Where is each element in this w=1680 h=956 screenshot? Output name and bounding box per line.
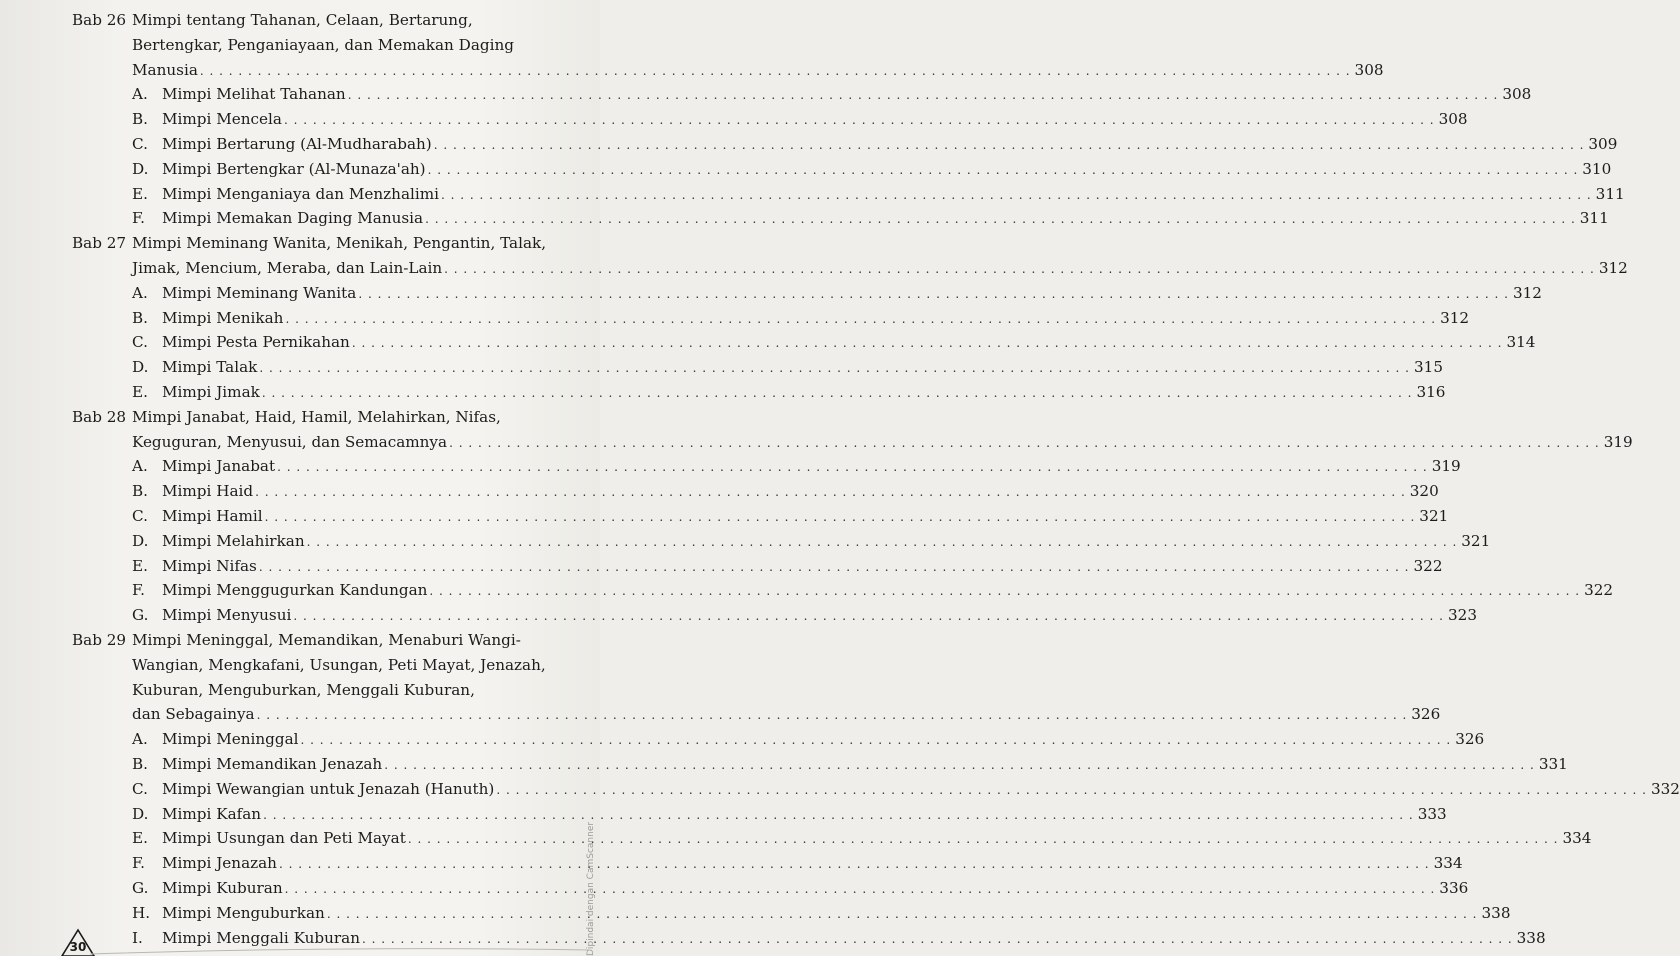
dot-leader: . . . . . . . . . . . . . . . . . . . . . . . . . . . . . . . . . . . . . . . . . . . . . . . . . . . . . . . . . . . . . . . . . . . . . . . . . . . . . . . . . . . . . . . . . . . . . . . . . . . . . . . . . . . . . . . . . . . . . . . . — [496, 782, 1647, 797]
dot-leader: . . . . . . . . . . . . . . . . . . . . . . . . . . . . . . . . . . . . . . . . . . . . . . . . . . . . . . . . . . . . . . . . . . . . . . . . . . . . . . . . . . . . . . . . . . . . . . . . . . . . . . . . . . . . . . . . . . . . . . . . — [264, 510, 1416, 524]
toc-entry — [132, 752, 1568, 776]
entry-title: Mimpi Hamil — [162, 507, 263, 525]
entry-page-number: 332 — [1650, 779, 1680, 798]
entry-title: Mimpi Bertarung (Al-Mudharabah) — [162, 135, 432, 153]
entry-title: Mimpi Meninggal — [162, 730, 299, 749]
entry-page-number: 308 — [1502, 85, 1532, 104]
dot-leader: . . . . . . . . . . . . . . . . . . . . . . . . . . . . . . . . . . . . . . . . . . . . . . . . . . . . . . . . . . . . . . . . . . . . . . . . . . . . . . . . . . . . . . . . . . . . . . . . . . . . . . . . . . . . . . . . . . . . . . . . — [444, 262, 1595, 276]
entry-page-number: 334 — [1433, 854, 1463, 873]
dot-leader: . . . . . . . . . . . . . . . . . . . . . . . . . . . . . . . . . . . . . . . . . . . . . . . . . . . . . . . . . . . . . . . . . . . . . . . . . . . . . . . . . . . . . . . . . . . . . . . . . . . . . . . . . . . . . . . . . . . . . . . . — [384, 758, 1535, 772]
dot-leader: . . . . . . . . . . . . . . . . . . . . . . . . . . . . . . . . . . . . . . . . . . . . . . . . . . . . . . . . . . . . . . . . . . . . . . . . . . . . . . . . . . . . . . . . . . . . . . . . . . . . . . . . . . . . . . . . . . . . . . . . — [263, 807, 1414, 822]
dot-leader: . . . . . . . . . . . . . . . . . . . . . . . . . . . . . . . . . . . . . . . . . . . . . . . . . . . . . . . . . . . . . . . . . . . . . . . . . . . . . . . . . . . . . . . . . . . . . . . . . . . . . . . . . . . . . . . . . . . . . . . . — [407, 832, 1559, 847]
entry-letter: F. — [132, 209, 145, 228]
entry-page-number: 312 — [1440, 308, 1470, 327]
chapter-title-line: Bertengkar, Penganiayaan, dan Memakan Daging — [132, 35, 514, 54]
dot-leader: . . . . . . . . . . . . . . . . . . . . . . . . . . . . . . . . . . . . . . . . . . . . . . . . . . . . . . . . . . . . . . . . . . . . . . . . . . . . . . . . . . . . . . . . . . . . . . . . . . . . . . . . . . . . . . . . . . . . . . . . — [285, 311, 1437, 326]
toc-entry — [132, 876, 1469, 900]
entry-letter: C. — [132, 507, 148, 525]
entry-title: Mimpi Bertengkar (Al-Munaza'ah) — [162, 159, 426, 178]
dot-leader: . . . . . . . . . . . . . . . . . . . . . . . . . . . . . . . . . . . . . . . . . . . . . . . . . . . . . . . . . . . . . . . . . . . . . . . . . . . . . . . . . . . . . . . . . . . . . . . . . . . . . . . . . . . . . . . . . . . . . . . . — [425, 212, 1576, 227]
entry-title: Manusia — [132, 60, 198, 79]
entry-letter: C. — [132, 135, 148, 153]
entry-page-number: 338 — [1481, 903, 1511, 922]
chapter-title-line: Wangian, Mengkafani, Usungan, Peti Mayat, Jenazah, — [132, 655, 546, 674]
toc-entry — [132, 206, 1609, 230]
entry-title: Mimpi Nifas — [162, 556, 257, 575]
dot-leader: . . . . . . . . . . . . . . . . . . . . . . . . . . . . . . . . . . . . . . . . . . . . . . . . . . . . . . . . . . . . . . . . . . . . . . . . . . . . . . . . . . . . . . . . . . . . . . . . . . . . . . . . . . . . . . . . . . . . . . . . — [255, 485, 1406, 500]
chapter-title-final-line — [132, 256, 1628, 280]
entry-title: Keguguran, Menyusui, dan Semacamnya — [132, 432, 448, 451]
entry-page-number: 338 — [1516, 928, 1546, 947]
dot-leader: . . . . . . . . . . . . . . . . . . . . . . . . . . . . . . . . . . . . . . . . . . . . . . . . . . . . . . . . . . . . . . . . . . . . . . . . . . . . . . . . . . . . . . . . . . . . . . . . . . . . . . . . . . . . . . . . . . . . . . . . — [427, 162, 1579, 177]
dot-leader: . . . . . . . . . . . . . . . . . . . . . . . . . . . . . . . . . . . . . . . . . . . . . . . . . . . . . . . . . . . . . . . . . . . . . . . . . . . . . . . . . . . . . . . . . . . . . . . . . . . . . . . . . . . . . . . . . . . . . . . . — [326, 906, 1478, 921]
chapter-label: Bab 28 — [72, 407, 127, 426]
entry-letter: C. — [132, 333, 148, 352]
dot-leader: . . . . . . . . . . . . . . . . . . . . . . . . . . . . . . . . . . . . . . . . . . . . . . . . . . . . . . . . . . . . . . . . . . . . . . . . . . . . . . . . . . . . . . . . . . . . . . . . . . . . . . . . . . . . . . . . . . . . . . . . — [358, 286, 1509, 301]
entry-title: Mimpi Melihat Tahanan — [162, 85, 346, 104]
entry-page-number: 322 — [1584, 581, 1614, 600]
entry-title: Mimpi Memandikan Jenazah — [162, 755, 383, 773]
entry-letter: B. — [132, 110, 148, 129]
entry-page-number: 316 — [1416, 383, 1446, 401]
entry-page-number: 321 — [1419, 507, 1449, 525]
entry-title: Mimpi Wewangian untuk Jenazah (Hanuth) — [162, 779, 495, 798]
entry-letter: D. — [132, 804, 149, 823]
entry-page-number: 308 — [1354, 60, 1384, 79]
entry-title: Mimpi Menguburkan — [162, 903, 325, 922]
toc-entry — [132, 454, 1461, 478]
entry-page-number: 315 — [1414, 358, 1443, 377]
entry-title: Mimpi Jenazah — [162, 854, 277, 873]
scanner-watermark: Dipindai dengan CamScanner — [586, 821, 596, 956]
toc-entry — [132, 479, 1439, 503]
entry-title: Mimpi Menyusui — [162, 606, 292, 625]
entry-letter: I. — [132, 928, 143, 947]
entry-title: Mimpi Kafan — [162, 804, 262, 823]
entry-title: Mimpi Jimak — [162, 383, 260, 401]
entry-letter: E. — [132, 383, 148, 401]
entry-title: Mimpi Menikah — [162, 308, 284, 327]
toc-entry — [132, 578, 1614, 602]
toc-entry — [132, 157, 1612, 181]
toc-entry — [132, 281, 1542, 305]
entry-letter: F. — [132, 581, 145, 600]
toc-entry — [132, 330, 1536, 354]
page-number: 30 — [69, 940, 87, 954]
entry-page-number: 311 — [1595, 184, 1625, 203]
toc-entry — [132, 826, 1592, 850]
entry-title: Mimpi Melahirkan — [162, 531, 305, 550]
entry-letter: B. — [132, 755, 148, 773]
chapter-label: Bab 27 — [72, 234, 127, 253]
dot-leader: . . . . . . . . . . . . . . . . . . . . . . . . . . . . . . . . . . . . . . . . . . . . . . . . . . . . . . . . . . . . . . . . . . . . . . . . . . . . . . . . . . . . . . . . . . . . . . . . . . . . . . . . . . . . . . . . . . . . . . . . — [258, 559, 1410, 574]
dot-leader: . . . . . . . . . . . . . . . . . . . . . . . . . . . . . . . . . . . . . . . . . . . . . . . . . . . . . . . . . . . . . . . . . . . . . . . . . . . . . . . . . . . . . . . . . . . . . . . . . . . . . . . . . . . . . . . . . . . . . . . . — [429, 584, 1581, 599]
entry-letter: A. — [132, 457, 148, 476]
dot-leader: . . . . . . . . . . . . . . . . . . . . . . . . . . . . . . . . . . . . . . . . . . . . . . . . . . . . . . . . . . . . . . . . . . . . . . . . . . . . . . . . . . . . . . . . . . . . . . . . . . . . . . . . . . . . . . . . . . . . . . . . — [259, 361, 1410, 376]
entry-page-number: 319 — [1603, 432, 1633, 451]
entry-letter: H. — [132, 903, 151, 922]
entry-letter: A. — [132, 730, 148, 749]
toc-entry — [132, 306, 1470, 330]
entry-page-number: 334 — [1562, 829, 1592, 848]
entry-page-number: 333 — [1417, 804, 1447, 823]
chapter-title-line: Kuburan, Menguburkan, Menggali Kuburan, — [132, 680, 475, 699]
entry-page-number: 326 — [1411, 705, 1441, 724]
entry-page-number: 336 — [1439, 879, 1469, 897]
chapter-title-line: Mimpi tentang Tahanan, Celaan, Bertarung, — [132, 11, 473, 29]
entry-letter: B. — [132, 482, 148, 501]
toc-entry — [132, 777, 1680, 801]
entry-page-number: 308 — [1438, 110, 1468, 129]
entry-title: Mimpi Menggugurkan Kandungan — [162, 581, 428, 600]
entry-letter: A. — [132, 283, 148, 302]
entry-letter: E. — [132, 829, 148, 848]
toc-entry — [132, 82, 1532, 106]
entry-letter: D. — [132, 159, 149, 178]
entry-letter: G. — [132, 879, 149, 897]
entry-letter: A. — [132, 85, 148, 104]
entry-page-number: 314 — [1506, 333, 1536, 352]
dot-leader: . . . . . . . . . . . . . . . . . . . . . . . . . . . . . . . . . . . . . . . . . . . . . . . . . . . . . . . . . . . . . . . . . . . . . . . . . . . . . . . . . . . . . . . . . . . . . . . . . . . . . . . . . . . . . . . . . . . . . . . . — [361, 931, 1513, 946]
entry-letter: G. — [132, 606, 149, 625]
entry-title: Mimpi Janabat — [162, 457, 276, 476]
dot-leader: . . . . . . . . . . . . . . . . . . . . . . . . . . . . . . . . . . . . . . . . . . . . . . . . . . . . . . . . . . . . . . . . . . . . . . . . . . . . . . . . . . . . . . . . . . . . . . . . . . . . . . . . . . . . . . . . . . . . . . . . — [306, 534, 1458, 549]
dot-leader: . . . . . . . . . . . . . . . . . . . . . . . . . . . . . . . . . . . . . . . . . . . . . . . . . . . . . . . . . . . . . . . . . . . . . . . . . . . . . . . . . . . . . . . . . . . . . . . . . . . . . . . . . . . . . . . . . . . . . . . . — [449, 435, 1600, 450]
toc-entry — [132, 380, 1446, 404]
chapter-title-final-line — [132, 58, 1384, 82]
entry-page-number: 326 — [1455, 730, 1485, 749]
entry-page-number: 309 — [1588, 135, 1618, 153]
entry-page-number: 310 — [1582, 159, 1612, 178]
entry-letter: B. — [132, 308, 148, 327]
entry-page-number: 321 — [1461, 531, 1491, 550]
entry-letter: E. — [132, 184, 148, 203]
chapter-title-final-line — [132, 430, 1633, 454]
dot-leader: . . . . . . . . . . . . . . . . . . . . . . . . . . . . . . . . . . . . . . . . . . . . . . . . . . . . . . . . . . . . . . . . . . . . . . . . . . . . . . . . . . . . . . . . . . . . . . . . . . . . . . . . . . . . . . . . . . . . . . . . — [433, 138, 1585, 152]
dot-leader: . . . . . . . . . . . . . . . . . . . . . . . . . . . . . . . . . . . . . . . . . . . . . . . . . . . . . . . . . . . . . . . . . . . . . . . . . . . . . . . . . . . . . . . . . . . . . . . . . . . . . . . . . . . . . . . . . . . . . . . . — [293, 609, 1444, 624]
entry-title: Mimpi Pesta Pernikahan — [162, 333, 350, 352]
entry-page-number: 323 — [1448, 606, 1477, 625]
entry-page-number: 320 — [1409, 482, 1439, 501]
chapter-title-line: Mimpi Meminang Wanita, Menikah, Pengantin, Talak, — [132, 234, 547, 253]
chapter-label: Bab 29 — [72, 631, 127, 649]
toc-entry — [132, 182, 1625, 206]
dot-leader: . . . . . . . . . . . . . . . . . . . . . . . . . . . . . . . . . . . . . . . . . . . . . . . . . . . . . . . . . . . . . . . . . . . . . . . . . . . . . . . . . . . . . . . . . . . . . . . . . . . . . . . . . . . . . . . . . . . . . . . . — [441, 187, 1592, 202]
dot-leader: . . . . . . . . . . . . . . . . . . . . . . . . . . . . . . . . . . . . . . . . . . . . . . . . . . . . . . . . . . . . . . . . . . . . . . . . . . . . . . . . . . . . . . . . . . . . . . . . . . . . . . . . . . . . . . . . . . . . . . . . — [277, 460, 1428, 475]
entry-title: Mimpi Kuburan — [162, 879, 283, 897]
entry-page-number: 311 — [1579, 209, 1609, 228]
toc-entry — [132, 901, 1511, 925]
entry-page-number: 312 — [1512, 283, 1542, 302]
entry-letter: E. — [132, 556, 148, 575]
chapter-label: Bab 26 — [72, 11, 127, 29]
entry-title: Mimpi Menggali Kuburan — [162, 928, 360, 947]
chapter-title-final-line — [132, 702, 1441, 726]
entry-title: Jimak, Mencium, Meraba, dan Lain-Lain — [132, 259, 443, 277]
dot-leader: . . . . . . . . . . . . . . . . . . . . . . . . . . . . . . . . . . . . . . . . . . . . . . . . . . . . . . . . . . . . . . . . . . . . . . . . . . . . . . . . . . . . . . . . . . . . . . . . . . . . . . . . . . . . . . . . . . . . . . . . — [283, 113, 1435, 128]
toc-entry — [132, 107, 1468, 131]
toc-entry — [132, 355, 1443, 379]
dot-leader: . . . . . . . . . . . . . . . . . . . . . . . . . . . . . . . . . . . . . . . . . . . . . . . . . . . . . . . . . . . . . . . . . . . . . . . . . . . . . . . . . . . . . . . . . . . . . . . . . . . . . . . . . . . . . . . . . . . . . . . . — [284, 882, 1436, 896]
toc-entry — [132, 504, 1449, 528]
entry-letter: F. — [132, 854, 145, 873]
dot-leader: . . . . . . . . . . . . . . . . . . . . . . . . . . . . . . . . . . . . . . . . . . . . . . . . . . . . . . . . . . . . . . . . . . . . . . . . . . . . . . . . . . . . . . . . . . . . . . . . . . . . . . . . . . . . . . . . . . . . . . . . — [347, 88, 1499, 103]
entry-title: Mimpi Meminang Wanita — [162, 283, 357, 302]
dot-leader: . . . . . . . . . . . . . . . . . . . . . . . . . . . . . . . . . . . . . . . . . . . . . . . . . . . . . . . . . . . . . . . . . . . . . . . . . . . . . . . . . . . . . . . . . . . . . . . . . . . . . . . . . . . . . . . . . . . . . . . . — [351, 336, 1503, 351]
entry-title: Mimpi Mencela — [162, 110, 282, 129]
entry-page-number: 319 — [1431, 457, 1461, 476]
entry-page-number: 322 — [1413, 556, 1443, 575]
chapter-title-line: Mimpi Meninggal, Memandikan, Menaburi Wangi- — [132, 631, 521, 649]
toc-entry — [132, 603, 1477, 627]
entry-title: dan Sebagainya — [132, 705, 255, 724]
entry-letter: C. — [132, 779, 148, 798]
dot-leader: . . . . . . . . . . . . . . . . . . . . . . . . . . . . . . . . . . . . . . . . . . . . . . . . . . . . . . . . . . . . . . . . . . . . . . . . . . . . . . . . . . . . . . . . . . . . . . . . . . . . . . . . . . . . . . . . . . . . . . . . — [278, 857, 1430, 872]
toc-entry — [132, 802, 1447, 826]
entry-title: Mimpi Menganiaya dan Menzhalimi — [162, 184, 439, 203]
dot-leader: . . . . . . . . . . . . . . . . . . . . . . . . . . . . . . . . . . . . . . . . . . . . . . . . . . . . . . . . . . . . . . . . . . . . . . . . . . . . . . . . . . . . . . . . . . . . . . . . . . . . . . . . . . . . . . . . . . . . . . . . — [300, 733, 1452, 748]
entry-letter: D. — [132, 358, 149, 377]
dot-leader: . . . . . . . . . . . . . . . . . . . . . . . . . . . . . . . . . . . . . . . . . . . . . . . . . . . . . . . . . . . . . . . . . . . . . . . . . . . . . . . . . . . . . . . . . . . . . . . . . . . . . . . . . . . . . . . . . . . . . . . . — [261, 386, 1413, 400]
entry-title: Mimpi Talak — [162, 358, 258, 377]
entry-title: Mimpi Memakan Daging Manusia — [162, 209, 424, 228]
toc-entry — [132, 727, 1485, 751]
entry-title: Mimpi Haid — [162, 482, 254, 501]
entry-page-number: 312 — [1598, 259, 1628, 277]
dot-leader: . . . . . . . . . . . . . . . . . . . . . . . . . . . . . . . . . . . . . . . . . . . . . . . . . . . . . . . . . . . . . . . . . . . . . . . . . . . . . . . . . . . . . . . . . . . . . . . . . . . . . . . . . . . . . . . . . . . . . . . . — [256, 708, 1408, 723]
page-bottom-edge — [90, 944, 590, 956]
dot-leader: . . . . . . . . . . . . . . . . . . . . . . . . . . . . . . . . . . . . . . . . . . . . . . . . . . . . . . . . . . . . . . . . . . . . . . . . . . . . . . . . . . . . . . . . . . . . . . . . . . . . . . . . . . . . . . . . . . . . . . . . — [199, 63, 1351, 78]
toc-entry — [132, 529, 1491, 553]
toc-entry — [132, 554, 1443, 578]
entry-title: Mimpi Usungan dan Peti Mayat — [162, 829, 406, 848]
toc-entry — [132, 132, 1618, 156]
entry-page-number: 331 — [1538, 755, 1568, 773]
chapter-title-line: Mimpi Janabat, Haid, Hamil, Melahirkan, Nifas, — [132, 407, 501, 426]
entry-letter: D. — [132, 531, 149, 550]
toc-entry — [132, 851, 1463, 875]
